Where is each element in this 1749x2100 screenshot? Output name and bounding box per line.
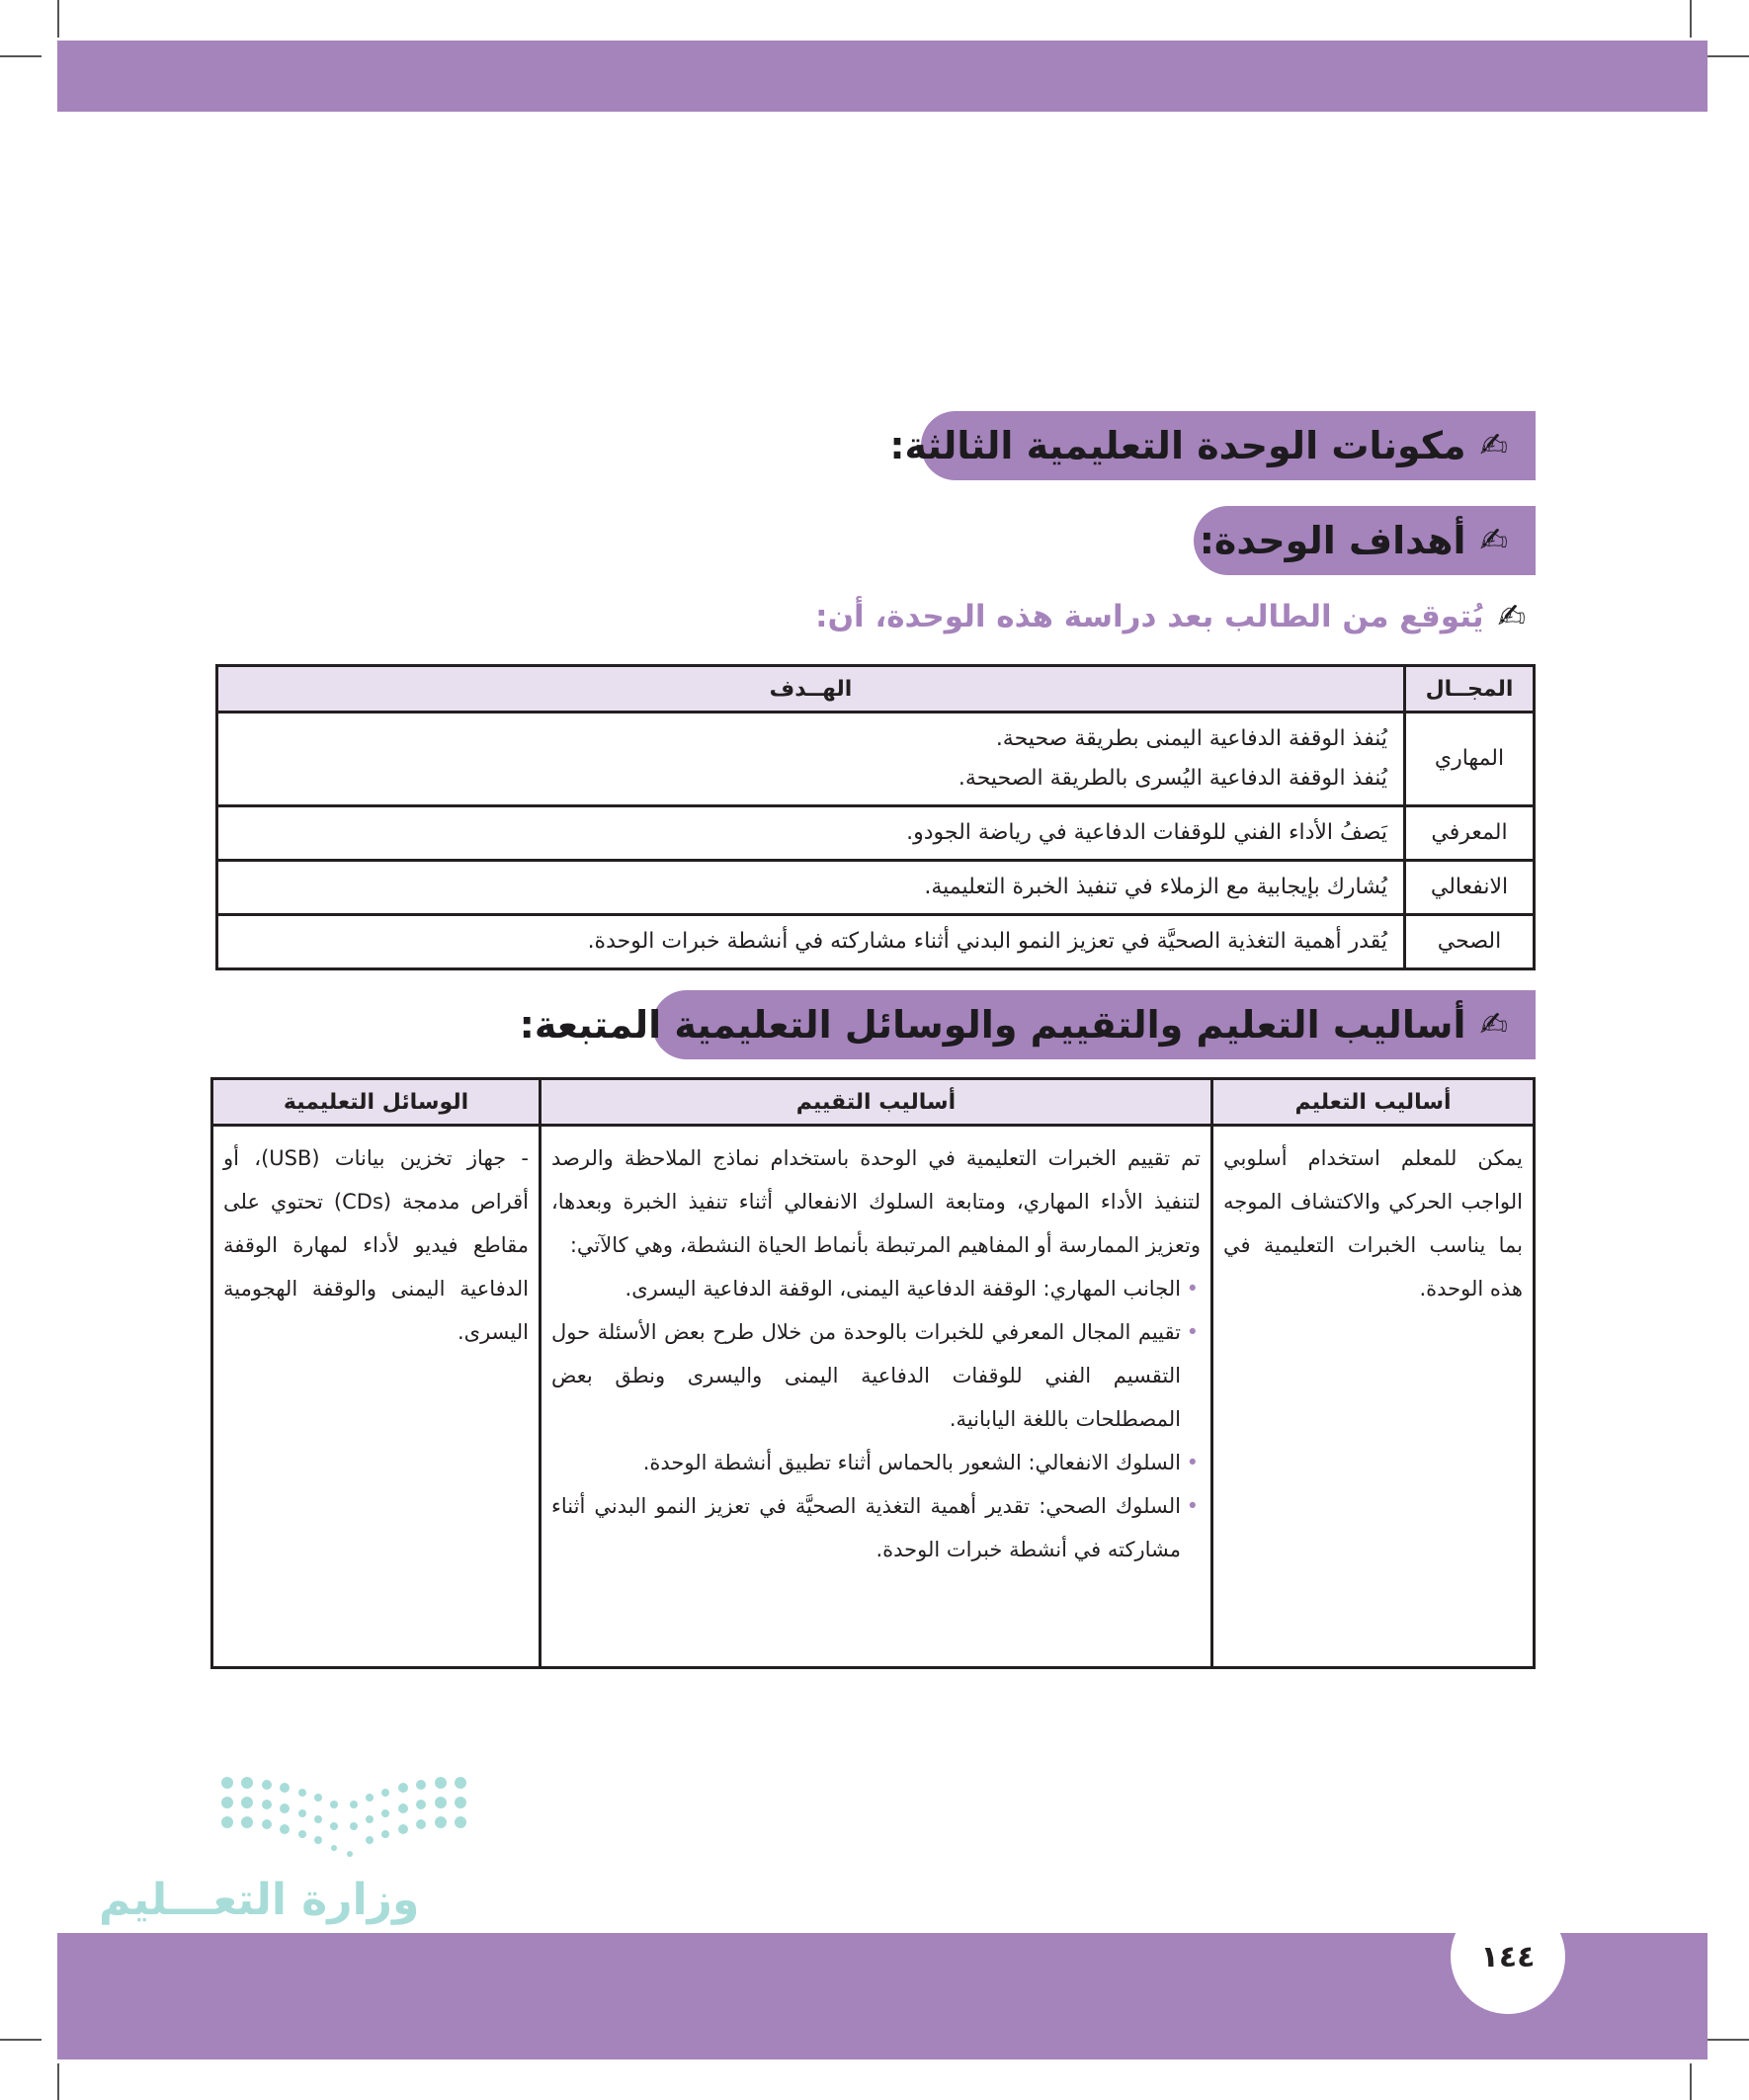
writing-hand-icon: ✍	[1479, 1005, 1508, 1045]
goal-line: يُنفذ الوقفة الدفاعية اليمنى بطريقة صحيحة.	[995, 726, 1387, 751]
heading-unit-objectives	[1194, 506, 1536, 575]
table-row	[217, 806, 1535, 861]
goal-line: يُشارك بإيجابية مع الزملاء في تنفيذ الخبرة التعليمية.	[924, 875, 1387, 899]
goal-cell	[217, 861, 1405, 915]
crop-mark	[1707, 55, 1749, 57]
crop-mark	[1690, 0, 1692, 38]
heading-unit-components	[889, 411, 1536, 480]
crop-mark	[57, 0, 59, 38]
crop-mark	[57, 2063, 59, 2100]
assessment-methods-cell	[541, 1126, 1212, 1668]
teaching-aids-cell: - جهاز تخزين بيانات (USB)، أو أقراص مدمجة (CDs) تحتوي على مقاطع فيديو لأداء لمهارة الوقفة الدفاعية اليمنى والوقفة الهجومية اليسرى.	[212, 1126, 541, 1668]
domain-column-header: المجــال	[1405, 666, 1535, 713]
goal-line: يُقدر أهمية التغذية الصحيَّة في تعزيز النمو البدني أثناء مشاركته في أنشطة خبرات الوحدة.	[587, 929, 1387, 954]
crop-mark	[1690, 2063, 1692, 2100]
writing-hand-icon: ✍	[1479, 426, 1508, 465]
objectives-intro-text: يُتوقع من الطالب بعد دراسة هذه الوحدة، أن:	[815, 599, 1484, 634]
heading-methods	[519, 990, 1536, 1059]
heading-unit-components-text: مكونات الوحدة التعليمية الثالثة:	[889, 424, 1466, 467]
goal-column-header: الهــدف	[217, 666, 1405, 713]
list-item: • السلوك الصحي: تقدير أهمية التغذية الصحيَّة في تعزيز النمو البدني أثناء مشاركته في أنشطة خبرات الوحدة.	[551, 1484, 1181, 1571]
teaching-methods-header: أساليب التعليم	[1212, 1079, 1535, 1126]
page-number: ١٤٤	[1451, 1899, 1565, 2014]
domain-cell: المهاري	[1405, 713, 1535, 806]
goals-table	[215, 664, 1536, 970]
goal-line: يُنفذ الوقفة الدفاعية اليُسرى بالطريقة الصحيحة.	[958, 766, 1387, 791]
assessment-intro: تم تقييم الخبرات التعليمية في الوحدة باستخدام نماذج الملاحظة والرصد لتنفيذ الأداء المهاري، ومتابعة السلوك الانفعالي أثناء تنفيذ الخبرة وبعدها، وتعزيز الممارسة أو المفاهيم المرتبطة بأنماط الحياة النشطة، وهي كالآتي:	[551, 1146, 1201, 1257]
table-row	[212, 1126, 1535, 1668]
teaching-aids-header: الوسائل التعليمية	[212, 1079, 541, 1126]
methods-header-row	[212, 1079, 1535, 1126]
list-item: • الجانب المهاري: الوقفة الدفاعية اليمنى، الوقفة الدفاعية اليسرى.	[551, 1267, 1181, 1310]
domain-cell: الصحي	[1405, 915, 1535, 969]
assessment-list	[551, 1267, 1201, 1571]
goal-cell	[217, 713, 1405, 806]
goals-header-row	[217, 666, 1535, 713]
objectives-intro	[815, 597, 1526, 636]
assessment-methods-header: أساليب التقييم	[541, 1079, 1212, 1126]
goal-cell	[217, 915, 1405, 969]
list-item: • تقييم المجال المعرفي للخبرات بالوحدة من خلال طرح بعض الأسئلة حول التقسيم الفني للوقفات الدفاعية اليمنى واليسرى ونطق بعض المصطلحات باللغة اليابانية.	[551, 1310, 1181, 1441]
table-row	[217, 915, 1535, 969]
table-row	[217, 861, 1535, 915]
heading-unit-objectives-text: أهداف الوحدة:	[1199, 519, 1466, 562]
table-row	[217, 713, 1535, 806]
teaching-methods-cell: يمكن للمعلم استخدام أسلوبي الواجب الحركي والاكتشاف الموجه بما يناسب الخبرات التعليمية في هذه الوحدة.	[1212, 1126, 1535, 1668]
domain-cell: المعرفي	[1405, 806, 1535, 861]
writing-hand-icon: ✍	[1479, 521, 1508, 560]
goal-line: يَصفُ الأداء الفني للوقفات الدفاعية في رياضة الجودو.	[906, 820, 1387, 845]
methods-table	[210, 1077, 1536, 1669]
goal-cell	[217, 806, 1405, 861]
crop-mark	[0, 55, 42, 57]
crop-mark	[1707, 2039, 1749, 2041]
crop-mark	[0, 2039, 42, 2041]
writing-hand-icon: ✍	[1497, 597, 1526, 636]
top-band	[57, 41, 1707, 112]
ministry-logo-text: وزارة التعـــليم	[99, 1875, 420, 1925]
domain-cell: الانفعالي	[1405, 861, 1535, 915]
list-item: • السلوك الانفعالي: الشعور بالحماس أثناء تطبيق أنشطة الوحدة.	[551, 1441, 1181, 1484]
heading-methods-text: أساليب التعليم والتقييم والوسائل التعليمية المتبعة:	[519, 1003, 1466, 1047]
